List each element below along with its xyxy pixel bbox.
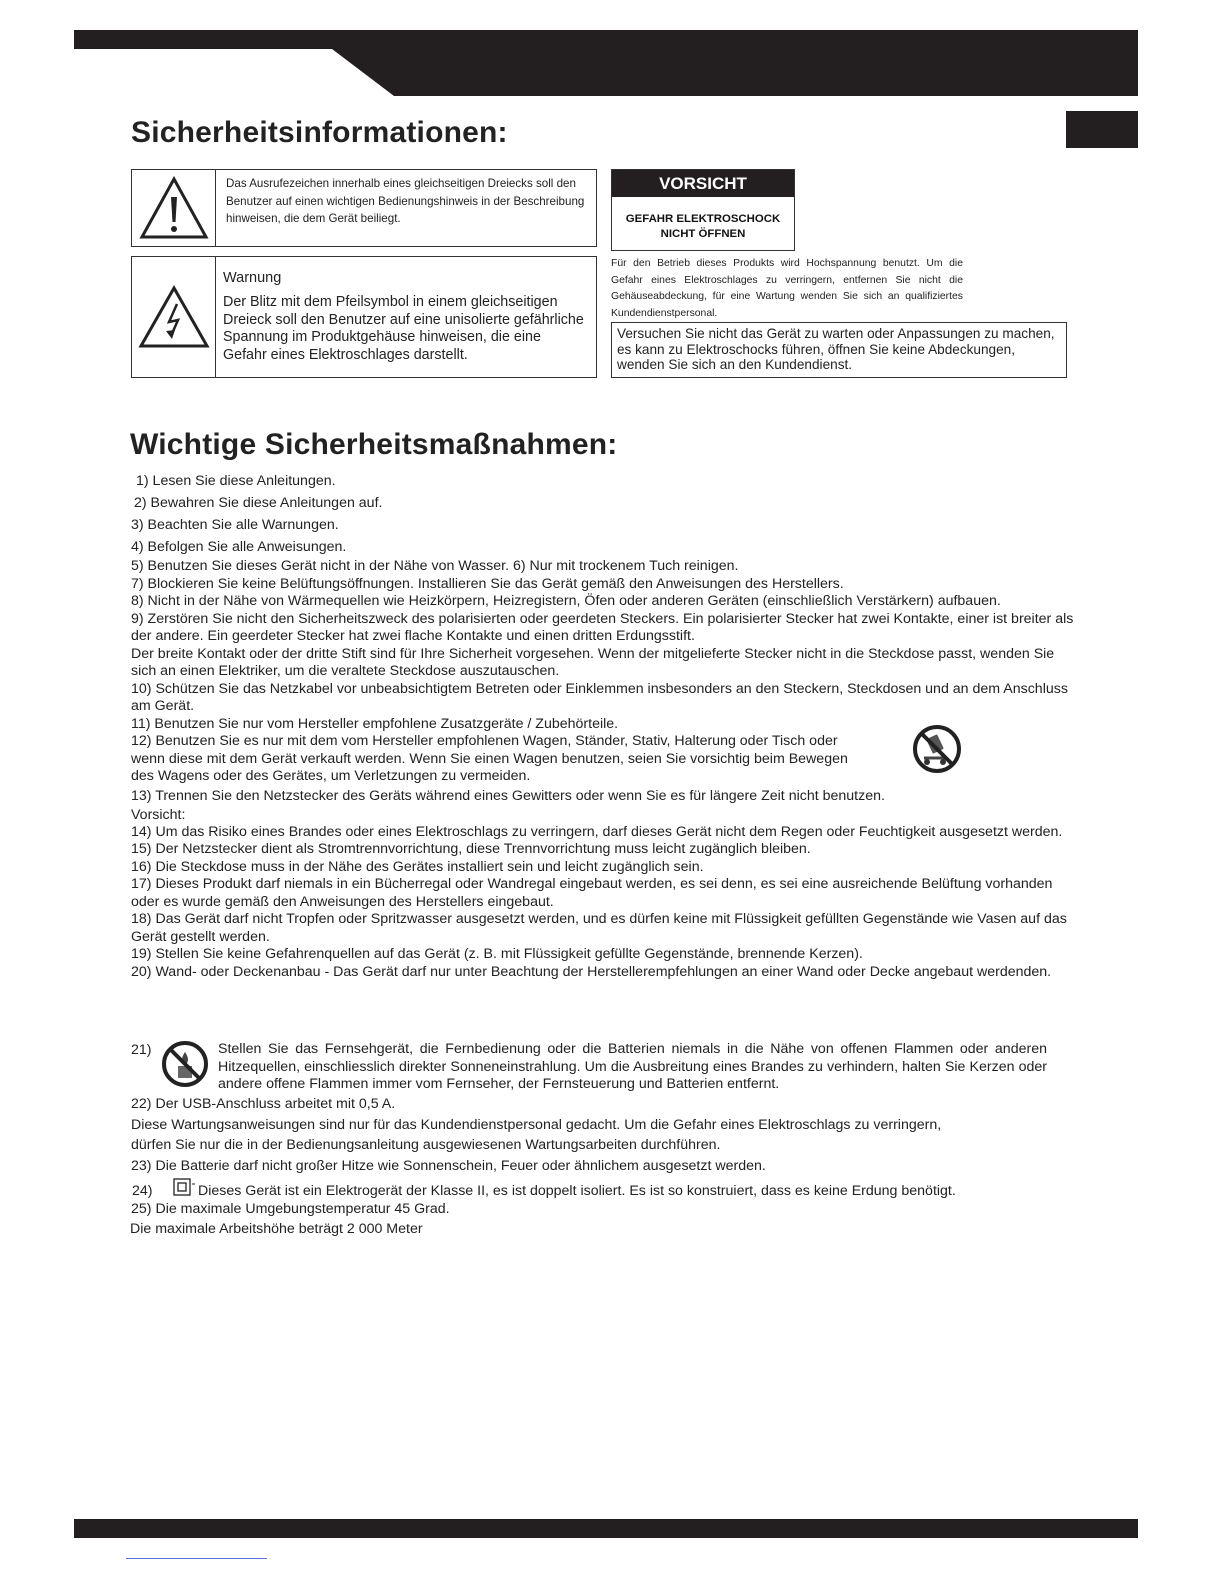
list-item: 22) Der USB-Anschluss arbeitet mit 0,5 A.: [131, 1096, 396, 1112]
list-item-number: 21): [131, 1042, 152, 1058]
list-item: 8) Nicht in der Nähe von Wärmequellen wie Heizkörpern, Heizregistern, Öfen oder anderen Geräten (einschließlich Verstärkern) aufbauen.: [131, 593, 1001, 609]
no-open-flame-icon: [161, 1040, 209, 1088]
list-item: 16) Die Steckdose muss in der Nähe des Gerätes installiert sein und leicht zugänglich sein.: [131, 858, 704, 875]
section-title-safety-info: Sicherheitsinformationen:: [131, 116, 508, 149]
list-item: 11) Benutzen Sie nur vom Hersteller empfohlene Zusatzgeräte / Zubehörteile.: [131, 715, 619, 732]
caution-line-2: NICHT ÖFFNEN: [660, 228, 746, 240]
header-bar: [74, 30, 1138, 96]
caution-label: Vorsicht:: [131, 806, 186, 823]
caution-title: VORSICHT: [612, 170, 794, 197]
list-item: 25) Die maximale Umgebungstemperatur 45 Grad.: [131, 1201, 450, 1217]
service-note: dürfen Sie nur die in der Bedienungsanleitung ausgewiesenen Wartungsarbeiten durchführen.: [131, 1137, 721, 1153]
list-item-number: 24): [132, 1183, 153, 1199]
lightning-triangle-icon: [138, 284, 210, 350]
list-item-24: [131, 1177, 1076, 1199]
list-item: 2) Bewahren Sie diese Anleitungen auf.: [134, 495, 383, 511]
exclamation-icon-cell: [132, 170, 216, 246]
list-item-text: Dieses Gerät ist ein Elektrogerät der Klasse II, es ist doppelt isoliert. Es ist so konstruiert, dass es keine Erdung benötigt.: [198, 1183, 956, 1199]
list-item: 23) Die Batterie darf nicht großer Hitze wie Sonnenschein, Feuer oder ähnlichem ausgesetzt werden.: [131, 1158, 766, 1174]
caution-subtitle: [612, 212, 794, 242]
list-item: 17) Dieses Produkt darf niemals in ein Bücherregal oder Wandregal eingebaut werden, es sei denn, es sei eine ausreichende Belüftung vorhanden oder es wurde gemäß den Anweisungen des Herstellers eingebaut.: [131, 876, 1053, 910]
exclamation-info-text: Das Ausrufezeichen innerhalb eines gleichseitigen Dreiecks soll den Benutzer auf einen wichtigen Bedienungshinweis in der Beschreibung hinweisen, die dem Gerät beiliegt.: [226, 177, 585, 225]
exclamation-info-box: [131, 169, 597, 247]
list-item: 1) Lesen Sie diese Anleitungen.: [136, 473, 336, 489]
precautions-list-continued: [131, 1095, 1076, 1239]
caution-line-1: GEFAHR ELEKTROSCHOCK: [625, 213, 781, 225]
list-item: 12) Benutzen Sie es nur mit dem vom Hersteller empfohlenen Wagen, Ständer, Stativ, Halterung oder Tisch oder: [131, 733, 838, 749]
caution-label-box: [611, 169, 795, 251]
list-item: des Wagens oder des Gerätes, um Verletzungen zu vermeiden.: [131, 768, 531, 784]
no-cart-tipping-icon: [912, 724, 962, 774]
section-title-precautions: Wichtige Sicherheitsmaßnahmen:: [130, 428, 618, 461]
list-item: 20) Wand- oder Deckenanbau - Das Gerät darf nur unter Beachtung der Herstellerempfehlungen an einer Wand oder Decke angebaut werdenden.: [131, 963, 1052, 980]
list-item: 3) Beachten Sie alle Warnungen.: [131, 517, 339, 533]
list-item: 4) Befolgen Sie alle Anweisungen.: [131, 539, 347, 555]
list-item: 10) Schützen Sie das Netzkabel vor unbeabsichtigtem Betreten oder Einklemmen insbesonders an den Steckern, Steckdosen und an dem Anschluss am Gerät.: [131, 680, 1068, 714]
list-item: 18) Das Gerät darf nicht Tropfen oder Spritzwasser ausgesetzt werden, und es dürfen keine mit Flüssigkeit gefüllten Gegenstände wie Vasen auf das Gerät gestellt werden.: [131, 911, 1067, 945]
exclamation-triangle-icon: [139, 175, 209, 241]
list-item: 19) Stellen Sie keine Gefahrenquellen auf das Gerät (z. B. mit Flüssigkeit gefüllte Gegenstände, brennende Kerzen).: [131, 946, 863, 962]
list-item: 15) Der Netzstecker dient als Stromtrennvorrichtung, diese Trennvorrichtung muss leicht zugänglich bleiben.: [131, 841, 811, 857]
lightning-warning-box: [131, 256, 597, 378]
service-note: Diese Wartungsanweisungen sind nur für das Kundendienstpersonal gedacht. Um die Gefahr eines Elektroschlags zu verringern,: [131, 1117, 942, 1133]
list-item: Der breite Kontakt oder der dritte Stift sind für Ihre Sicherheit vorgesehen. Wenn der mitgelieferte Stecker nicht in die Steckdose passt, wenden Sie sich an einen Elektriker, um die veraltete Steckdose auszutauschen.: [131, 645, 1055, 679]
altitude-note: Die maximale Arbeitshöhe beträgt 2 000 Meter: [130, 1221, 423, 1237]
list-item-text: Stellen Sie das Fernsehgerät, die Fernbedienung oder die Batterien niemals in die Nähe von offenen Flammen oder anderen Hitzequellen, einschliesslich direkter Sonneneinstrahlung. Um die Ausbreitung eines Brandes zu verhindern, halten Sie Kerzen oder andere offene Flammen immer vom Fernseher, der Fernsteuerung und Batterien entfernt.: [218, 1041, 1047, 1092]
footer-divider: [126, 1558, 267, 1559]
lightning-warning-title: Warnung: [223, 270, 282, 286]
list-item: 13) Trennen Sie den Netzstecker des Geräts während eines Gewitters oder wenn Sie es für längere Zeit nicht benutzen.: [131, 787, 885, 804]
high-voltage-text: Für den Betrieb dieses Produkts wird Hochspannung benutzt. Um die Gefahr eines Elektroschlages zu verringern, entfernen Sie nicht die Gehäuseabdeckung, für eine Wartung wenden Sie sich an qualifiziertes Kundendienstpersonal.: [611, 258, 963, 319]
list-item: wenn diese mit dem Gerät verkauft werden. Wenn Sie einen Wagen benutzen, seien Sie vorsichtig beim Bewegen: [131, 750, 848, 767]
footer-bar: [74, 1519, 1138, 1538]
service-warning-box: Versuchen Sie nicht das Gerät zu warten oder Anpassungen zu machen, es kann zu Elektroschocks führen, öffnen Sie keine Abdeckungen, wenden Sie sich an den Kundendienst.: [611, 322, 1067, 378]
list-item: 14) Um das Risiko eines Brandes oder eines Elektroschlags zu verringern, darf dieses Gerät nicht dem Regen oder Feuchtigkeit ausgesetzt werden.: [131, 823, 1063, 840]
class-ii-double-square-icon: [173, 1177, 195, 1197]
page-corner-tab: [1066, 111, 1138, 148]
list-item: 9) Zerstören Sie nicht den Sicherheitszweck des polarisierten oder geerdeten Steckers. Ein polarisierter Stecker hat zwei Kontakte, einer ist breiter als der andere. Ein geerdeter Stecker hat zwei flache Kontakte und einen dritten Erdungsstift.: [131, 610, 1074, 644]
lightning-warning-text: Der Blitz mit dem Pfeilsymbol in einem gleichseitigen Dreieck soll den Benutzer auf eine unisolierte gefährliche Spannung im Produktgehäuse hinweisen, die eine Gefahr eines Elektroschlages darstellt.: [223, 294, 584, 363]
list-item: 7) Blockieren Sie keine Belüftungsöffnungen. Installieren Sie das Gerät gemäß den Anweisungen des Herstellers.: [131, 575, 844, 592]
lightning-icon-cell: [132, 257, 216, 377]
list-item: 5) Benutzen Sie dieses Gerät nicht in der Nähe von Wasser. 6) Nur mit trockenem Tuch reinigen.: [131, 558, 739, 574]
